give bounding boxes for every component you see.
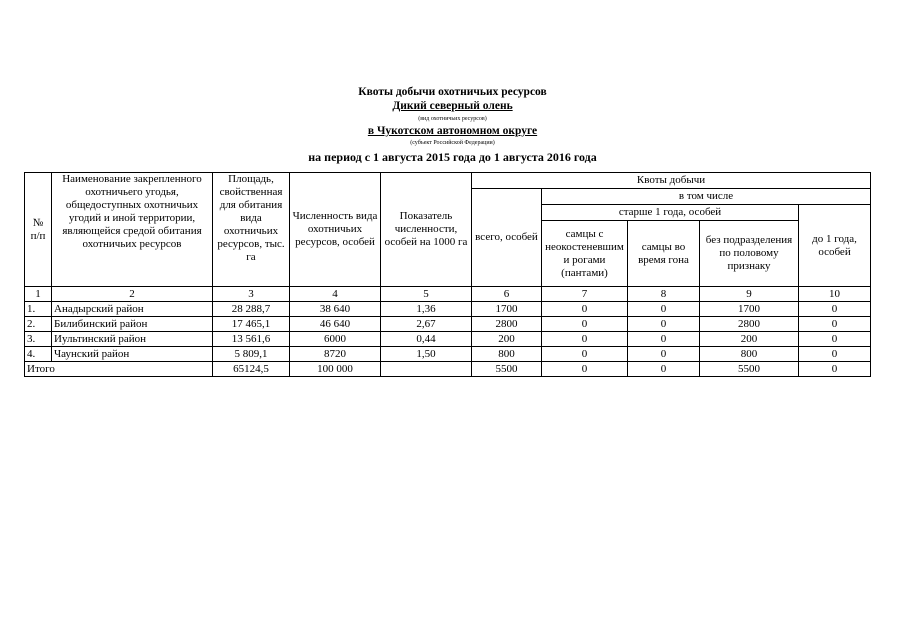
row-under1: 0 [799,347,871,362]
row-name: Иультинский район [52,332,213,347]
column-number: 1 [25,287,52,302]
header-males-rut: самцы во время гона [628,221,700,287]
row-under1: 0 [799,317,871,332]
total-row [25,362,871,377]
row-males-antlers: 0 [542,302,628,317]
total-males-antlers: 0 [542,362,628,377]
column-number: 10 [799,287,871,302]
header-total: всего, особей [472,189,542,287]
header-males-antlers: самцы с неокостеневшим и рогами (пантами) [542,221,628,287]
total-under1: 0 [799,362,871,377]
row-males-antlers: 0 [542,332,628,347]
row-area: 28 288,7 [213,302,290,317]
row-density: 1,50 [381,347,472,362]
row-name: Анадырский район [52,302,213,317]
column-number: 5 [381,287,472,302]
region-caption: (субъект Российской Федерации) [410,140,495,146]
row-population: 8720 [290,347,381,362]
row-no-sex: 2800 [700,317,799,332]
column-number-row [25,287,871,302]
header-density: Показатель численности, особей на 1000 га [381,173,472,287]
total-label: Итого [25,362,213,377]
row-density: 0,44 [381,332,472,347]
row-area: 13 561,6 [213,332,290,347]
header-name: Наименование закрепленного охотничьего угодья, общедоступных охотничьих угодий и иной территории, являющейся средой обитания охотничьих ресурсов [52,173,213,287]
row-area: 17 465,1 [213,317,290,332]
row-density: 2,67 [381,317,472,332]
total-total: 5500 [472,362,542,377]
column-number: 9 [700,287,799,302]
row-num: 3. [25,332,52,347]
row-num: 2. [25,317,52,332]
row-males-antlers: 0 [542,347,628,362]
header-including: в том числе [542,189,871,205]
column-number: 6 [472,287,542,302]
total-population: 100 000 [290,362,381,377]
row-population: 46 640 [290,317,381,332]
row-males-rut: 0 [628,347,700,362]
row-name: Билибинский район [52,317,213,332]
species-caption: (вид охотничьих ресурсов) [418,116,487,122]
header-area: Площадь, свойственная для обитания вида охотничьих ресурсов, тыс. га [213,173,290,287]
row-under1: 0 [799,302,871,317]
row-no-sex: 200 [700,332,799,347]
row-no-sex: 800 [700,347,799,362]
column-number: 2 [52,287,213,302]
row-total: 200 [472,332,542,347]
total-density [381,362,472,377]
period-line: на период с 1 августа 2015 года до 1 августа 2016 года [308,150,597,164]
row-num: 4. [25,347,52,362]
quota-table [24,172,871,377]
row-under1: 0 [799,332,871,347]
region-name: в Чукотском автономном округе [367,125,538,137]
header-older: старше 1 года, особей [542,205,799,221]
species-name: Дикий северный олень [392,100,513,112]
row-males-rut: 0 [628,302,700,317]
row-num: 1. [25,302,52,317]
header-num: № п/п [25,173,52,287]
row-males-rut: 0 [628,332,700,347]
column-number: 4 [290,287,381,302]
row-name: Чаунский район [52,347,213,362]
table-row [25,317,871,332]
total-males-rut: 0 [628,362,700,377]
header-under1: до 1 года, особей [799,205,871,287]
table-row [25,347,871,362]
document-title: Квоты добычи охотничьих ресурсов [358,86,547,98]
column-number: 3 [213,287,290,302]
row-total: 800 [472,347,542,362]
row-total: 1700 [472,302,542,317]
table-row [25,302,871,317]
header-no-sex: без подразделения по половому признаку [700,221,799,287]
column-number: 7 [542,287,628,302]
row-males-rut: 0 [628,317,700,332]
row-total: 2800 [472,317,542,332]
total-area: 65124,5 [213,362,290,377]
row-population: 38 640 [290,302,381,317]
column-number: 8 [628,287,700,302]
row-density: 1,36 [381,302,472,317]
row-males-antlers: 0 [542,317,628,332]
row-population: 6000 [290,332,381,347]
table-row [25,332,871,347]
row-area: 5 809,1 [213,347,290,362]
header-quotas: Квоты добычи [472,173,871,189]
header-population: Численность вида охотничьих ресурсов, особей [290,173,381,287]
total-no-sex: 5500 [700,362,799,377]
row-no-sex: 1700 [700,302,799,317]
